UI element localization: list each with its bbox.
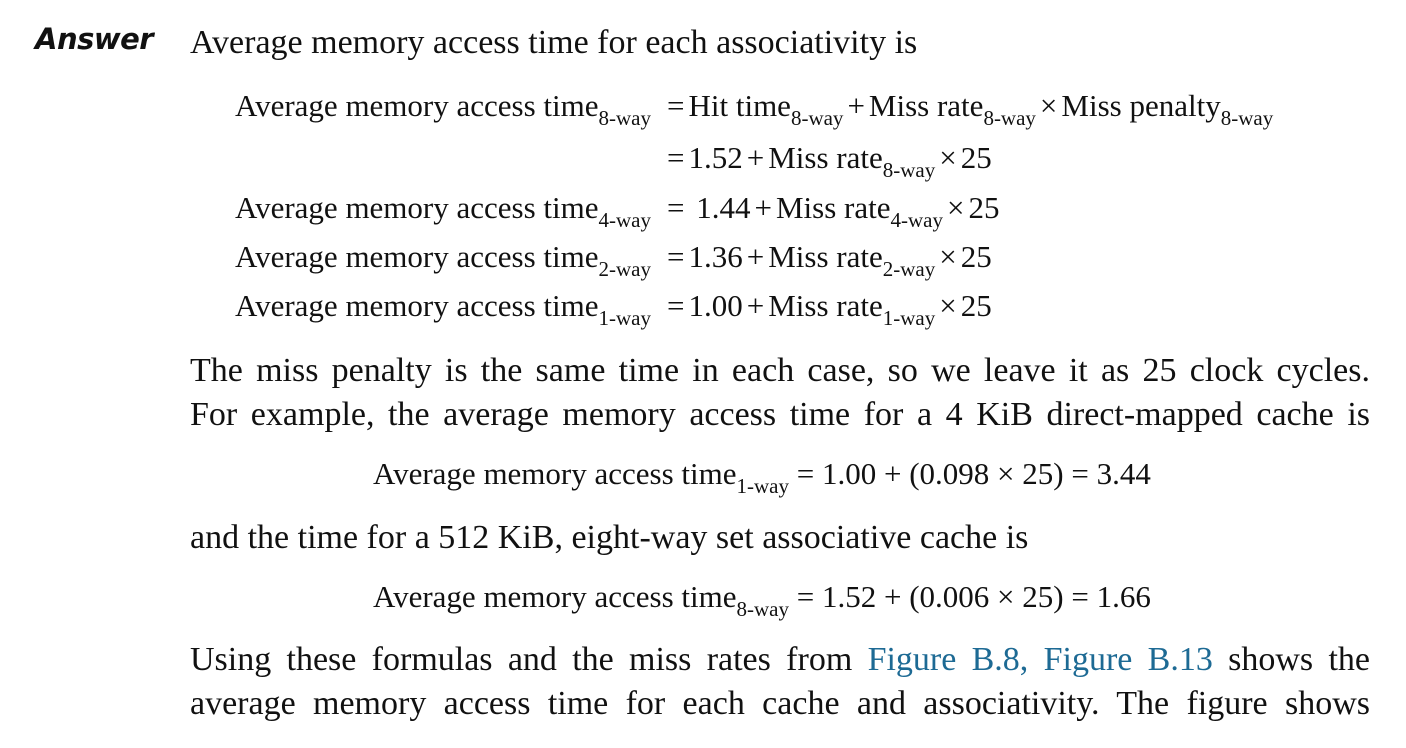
eq2-const: 1.44	[696, 190, 751, 225]
answer-label: Answer	[35, 22, 154, 56]
eq4-term-sub: 1-way	[882, 306, 936, 330]
eq2-term-sub: 4-way	[890, 208, 943, 232]
eq3-lhs: Average memory access time	[235, 239, 599, 274]
equation-1-way: Average memory access time$_{1-way}$ = 1.00 + Miss rate$_{1-way}$ × 25	[235, 288, 992, 330]
eq4-lhs-sub: 1-way	[598, 306, 651, 330]
eq1-hit-time-sub: 8-way	[790, 106, 844, 130]
eq4-lhs: Average memory access time	[235, 288, 599, 323]
example1-lhs: Average memory access time	[373, 456, 737, 491]
eq1-miss-rate-sub: 8-way	[983, 106, 1036, 130]
example-8-way	[373, 579, 1151, 621]
eq1b-factor: 25	[960, 140, 992, 175]
eq1-hit-time: Hit time	[688, 88, 791, 123]
figure-link[interactable]: Figure B.8, Figure B.13	[867, 641, 1213, 678]
intro-text: Average memory access time for each associativity is	[190, 24, 918, 61]
eq1-miss-rate: Miss rate	[868, 88, 984, 123]
eq2-lhs: Average memory access time	[235, 190, 599, 225]
miss-penalty-line-1: The miss penalty is the same time in each case, so we leave it as 25 clock cycles.	[190, 352, 1370, 389]
eq4-const: 1.00	[688, 288, 743, 323]
eq4-factor: 25	[960, 288, 992, 323]
example-1-way	[373, 456, 1151, 498]
example2-lhs-sub: 8-way	[736, 597, 789, 621]
equation-2-way: Average memory access time$_{2-way}$ = 1.36 + Miss rate$_{2-way}$ × 25	[235, 239, 992, 281]
example2-lhs: Average memory access time	[373, 579, 737, 614]
eq2-factor: 25	[968, 190, 1000, 225]
eq1b-term: Miss rate	[768, 140, 883, 175]
and-the-time-text: and the time for a 512 KiB, eight-way set associative cache is	[190, 519, 1029, 556]
eq3-term-sub: 2-way	[882, 257, 936, 281]
using-formulas-line-2: average memory access time for each cache and associativity. The figure shows	[190, 685, 1370, 722]
equation-8-way: Average memory access time$_{8-way}$ = Hit time$_{8-way}$ + Miss rate$_{8-way}$ × Miss penalty$_{8-way}$	[235, 88, 1274, 130]
example1-lhs-sub: 1-way	[736, 474, 789, 498]
equation-4-way: Average memory access time$_{4-way}$ = 1.44 + Miss rate$_{4-way}$ × 25	[235, 190, 1000, 232]
using-formulas-line-1	[190, 638, 1370, 682]
eq1b-const: 1.52	[688, 140, 743, 175]
eq1b-term-sub: 8-way	[882, 158, 936, 182]
equation-8-way-continued: = 1.52 + Miss rate$_{8-way}$ × 25	[667, 140, 992, 182]
miss-penalty-line-2: For example, the average memory access time for a 4 KiB direct-mapped cache is	[190, 396, 1370, 433]
eq1-lhs: Average memory access time	[235, 88, 599, 123]
using-before-link: Using these formulas and the miss rates from	[190, 641, 868, 678]
example2-rhs: = 1.52 + (0.006 × 25) = 1.66	[796, 579, 1151, 614]
eq2-lhs-sub: 4-way	[598, 208, 651, 232]
eq1-miss-penalty-sub: 8-way	[1220, 106, 1274, 130]
eq1-lhs-sub: 8-way	[598, 106, 651, 130]
example1-rhs: = 1.00 + (0.098 × 25) = 3.44	[796, 456, 1151, 491]
eq3-const: 1.36	[688, 239, 743, 274]
eq3-term: Miss rate	[768, 239, 883, 274]
eq3-lhs-sub: 2-way	[598, 257, 651, 281]
eq3-factor: 25	[960, 239, 992, 274]
using-after-link: shows the	[1212, 641, 1370, 678]
eq1-miss-penalty: Miss penalty	[1061, 88, 1221, 123]
eq4-term: Miss rate	[768, 288, 883, 323]
eq2-term: Miss rate	[775, 190, 891, 225]
